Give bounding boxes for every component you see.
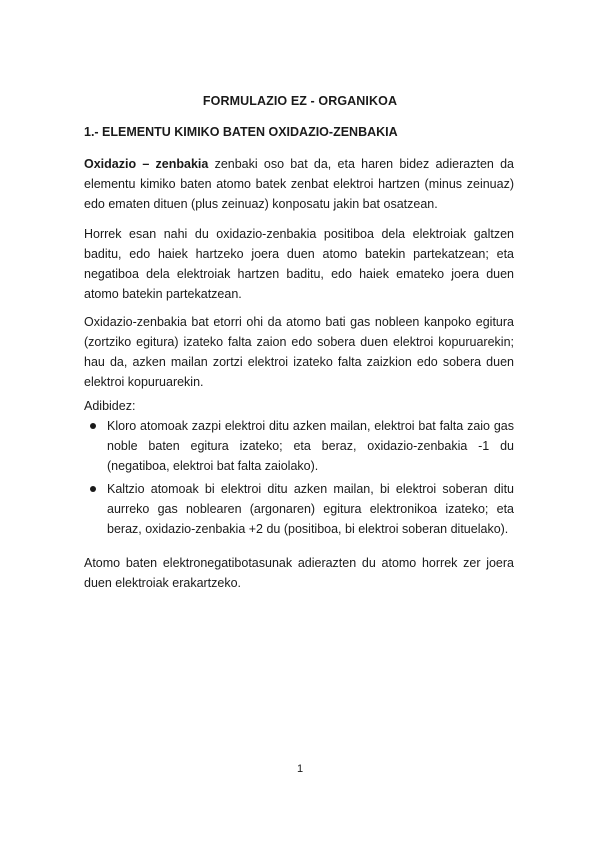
section-heading: 1.- ELEMENTU KIMIKO BATEN OXIDAZIO-ZENBAKIA: [84, 125, 398, 139]
document-title: FORMULAZIO EZ - ORGANIKOA: [202, 94, 398, 108]
paragraph-lead-term: Oxidazio – zenbakia: [84, 157, 209, 171]
bullet-icon: [90, 486, 96, 492]
list-item-calcium-example: [84, 479, 514, 539]
paragraph-noble-gas-structure: Oxidazio-zenbakia bat etorri ohi da atomo bati gas nobleen kanpoko egitura (zortziko egitura) izateko falta zaion edo sobera duen elektroi kopuruarekin; hau da, azken mailan zortzi elektroi izateko falta zaizkion edo sobera duen elektroi kopuruarekin.: [84, 315, 514, 389]
paragraph-sign-explanation: Horrek esan nahi du oxidazio-zenbakia positiboa dela elektroiak galtzen baditu, edo haiek hartzeko joera duen atomo batekin partekatzean; eta negatiboa dela elektroiak hartzen baditu, edo haiek emateko joera duen atomo batekin partekatzean.: [84, 227, 514, 301]
examples-list: [84, 416, 514, 542]
paragraph-body: zenbaki oso bat da, eta haren bidez adierazten da elementu kimiko baten atomo batek zenbat elektroi hartzen (minus zeinuaz) edo ematen dituen (plus zeinuaz) konposatu jakin bat osatzean.: [84, 157, 514, 211]
examples-heading: Adibidez:: [84, 399, 136, 413]
paragraph-electronegativity: Atomo baten elektronegatibotasunak adierazten du atomo horrek zer joera duen elektroiak erakartzeko.: [84, 556, 514, 590]
paragraph-oxidation-number-definition: [84, 154, 514, 214]
bullet-icon: [90, 423, 96, 429]
list-item-text: Kaltzio atomoak bi elektroi ditu azken mailan, bi elektroi soberan ditu aurreko gas noblearen (argonaren) egitura elektronikoa izateko; eta beraz, oxidazio-zenbakia +2 du (positiboa, bi elektroi soberan dituelako).: [107, 482, 514, 536]
page-number: 1: [296, 763, 304, 775]
list-item-chlorine-example: [84, 416, 514, 476]
list-item-text: Kloro atomoak zazpi elektroi ditu azken mailan, elektroi bat falta zaio gas noble baten egitura izateko; eta beraz, oxidazio-zenbakia -1 du (negatiboa, elektroi bat falta zaiolako).: [107, 419, 514, 473]
